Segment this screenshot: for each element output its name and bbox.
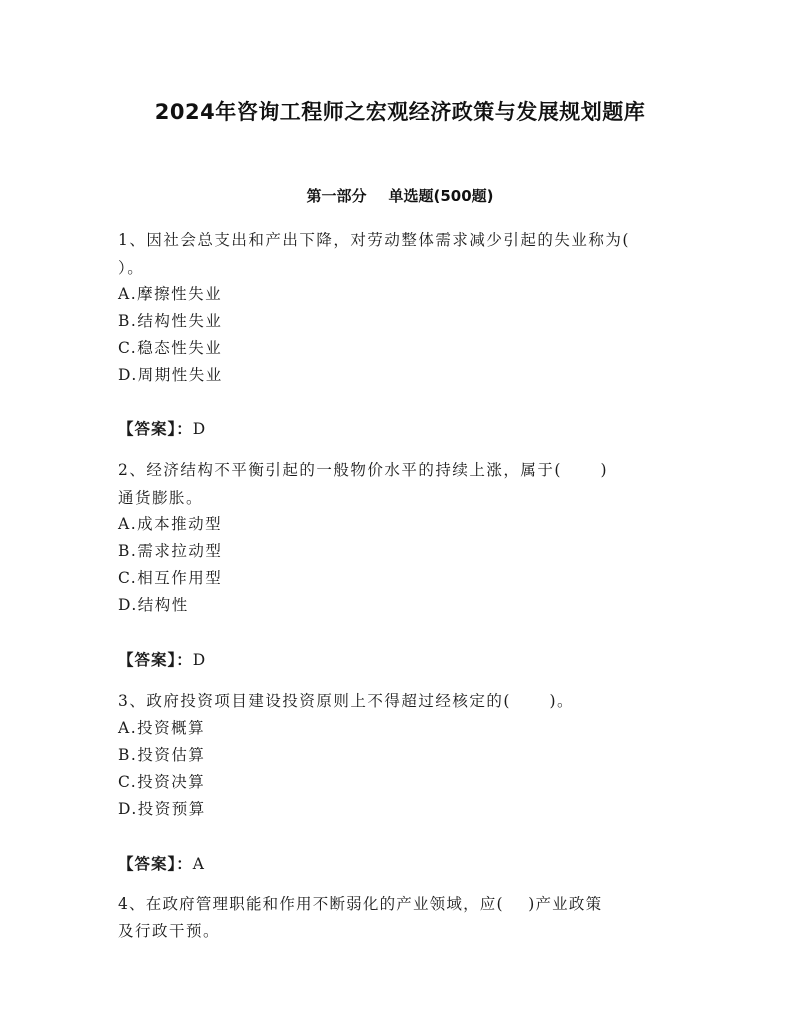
section-heading xyxy=(0,185,800,206)
answer-value: A xyxy=(192,855,206,873)
question-4-stem-line-1: 4、在政府管理职能和作用不断弱化的产业领域，应( )产业政策 xyxy=(118,895,603,913)
question-1-option-a: A.摩擦性失业 xyxy=(118,285,223,303)
section-part: 第一部分 xyxy=(306,187,367,205)
question-1-answer xyxy=(118,417,207,439)
question-2-stem-line-2: 通货膨胀。 xyxy=(118,489,204,507)
question-3-stem-line-1: 3、政府投资项目建设投资原则上不得超过经核定的( )。 xyxy=(118,692,575,710)
answer-label: 【答案】： xyxy=(118,855,193,873)
question-1-option-d: D.周期性失业 xyxy=(118,366,223,384)
question-1-option-b: B.结构性失业 xyxy=(118,312,223,330)
question-2-option-b: B.需求拉动型 xyxy=(118,542,223,560)
question-3-option-d: D.投资预算 xyxy=(118,800,206,818)
question-3-option-a: A.投资概算 xyxy=(118,719,206,737)
answer-label: 【答案】： xyxy=(118,420,193,438)
question-4-stem-line-2: 及行政干预。 xyxy=(118,922,221,940)
document-title: 2024年咨询工程师之宏观经济政策与发展规划题库 xyxy=(154,100,646,124)
question-3-option-c: C.投资决算 xyxy=(118,773,206,791)
answer-value: D xyxy=(192,651,207,669)
question-2-answer xyxy=(118,648,207,670)
question-2-option-c: C.相互作用型 xyxy=(118,569,223,587)
section-name: 单选题(500题) xyxy=(388,187,494,205)
question-2-option-a: A.成本推动型 xyxy=(118,515,223,533)
question-3-answer xyxy=(118,852,205,874)
question-1-stem-line-2: ）。 xyxy=(118,259,145,277)
question-1-stem-line-1: 1、因社会总支出和产出下降，对劳动整体需求减少引起的失业称为( xyxy=(118,231,630,249)
question-3-option-b: B.投资估算 xyxy=(118,746,206,764)
answer-value: D xyxy=(192,420,207,438)
question-1-option-c: C.稳态性失业 xyxy=(118,339,223,357)
answer-label: 【答案】： xyxy=(118,651,193,669)
question-2-stem-line-1: 2、经济结构不平衡引起的一般物价水平的持续上涨，属于( ) xyxy=(118,461,609,479)
question-2-option-d: D.结构性 xyxy=(118,596,189,614)
